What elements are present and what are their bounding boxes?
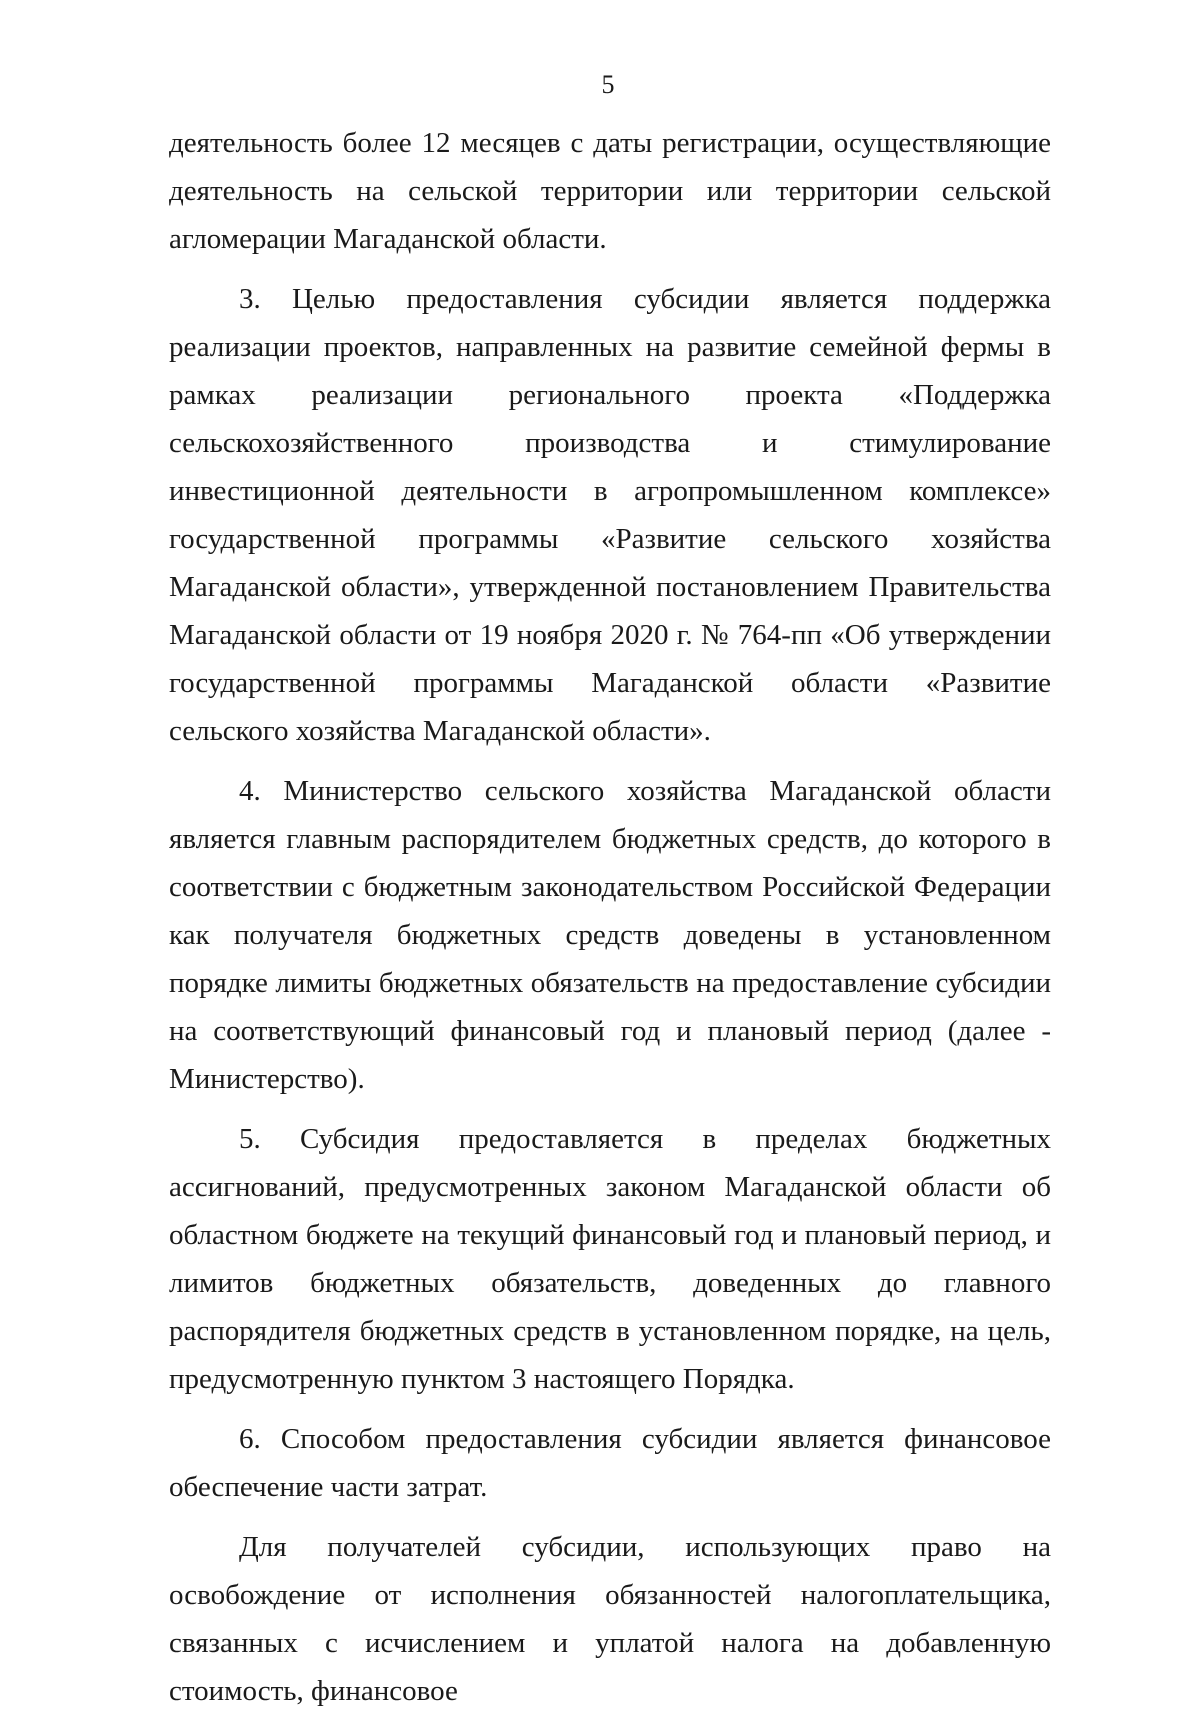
paragraph-vat-note: Для получателей субсидии, использующих право на освобождение от исполнения обязанностей налогоплательщика, связанных с исчислением и уплатой налога на добавленную стоимость, финансовое (169, 1531, 1051, 1707)
document-body (169, 119, 1051, 1715)
page-number: 5 (601, 70, 615, 99)
paragraph-continuation: деятельность более 12 месяцев с даты регистрации, осуществляющие деятельность на сельской территории или территории сельской агломерации Магаданской области. (169, 127, 1051, 255)
paragraph-item-5: 5. Субсидия предоставляется в пределах бюджетных ассигнований, предусмотренных законом Магаданской области об областном бюджете на текущий финансовый год и плановый период, и лимитов бюджетных обязательств, доведенных до главного распорядителя бюджетных средств в установленном порядке, на цель, предусмотренную пунктом 3 настоящего Порядка. (169, 1123, 1051, 1395)
paragraph-item-3: 3. Целью предоставления субсидии является поддержка реализации проектов, направленных на развитие семейной фермы в рамках реализации регионального проекта «Поддержка сельскохозяйственного производства и стимулирование инвестиционной деятельности в агропромышленном комплексе» государственной программы «Развитие сельского хозяйства Магаданской области», утвержденной постановлением Правительства Магаданской области от 19 ноября 2020 г. № 764-пп «Об утверждении государственной программы Магаданской области «Развитие сельского хозяйства Магаданской области». (169, 283, 1051, 747)
paragraph-item-6: 6. Способом предоставления субсидии является финансовое обеспечение части затрат. (169, 1423, 1051, 1503)
paragraph-item-4: 4. Министерство сельского хозяйства Магаданской области является главным распорядителем бюджетных средств, до которого в соответствии с бюджетным законодательством Российской Федерации как получателя бюджетных средств доведены в установленном порядке лимиты бюджетных обязательств на предоставление субсидии на соответствующий финансовый год и плановый период (далее - Министерство). (169, 775, 1051, 1095)
